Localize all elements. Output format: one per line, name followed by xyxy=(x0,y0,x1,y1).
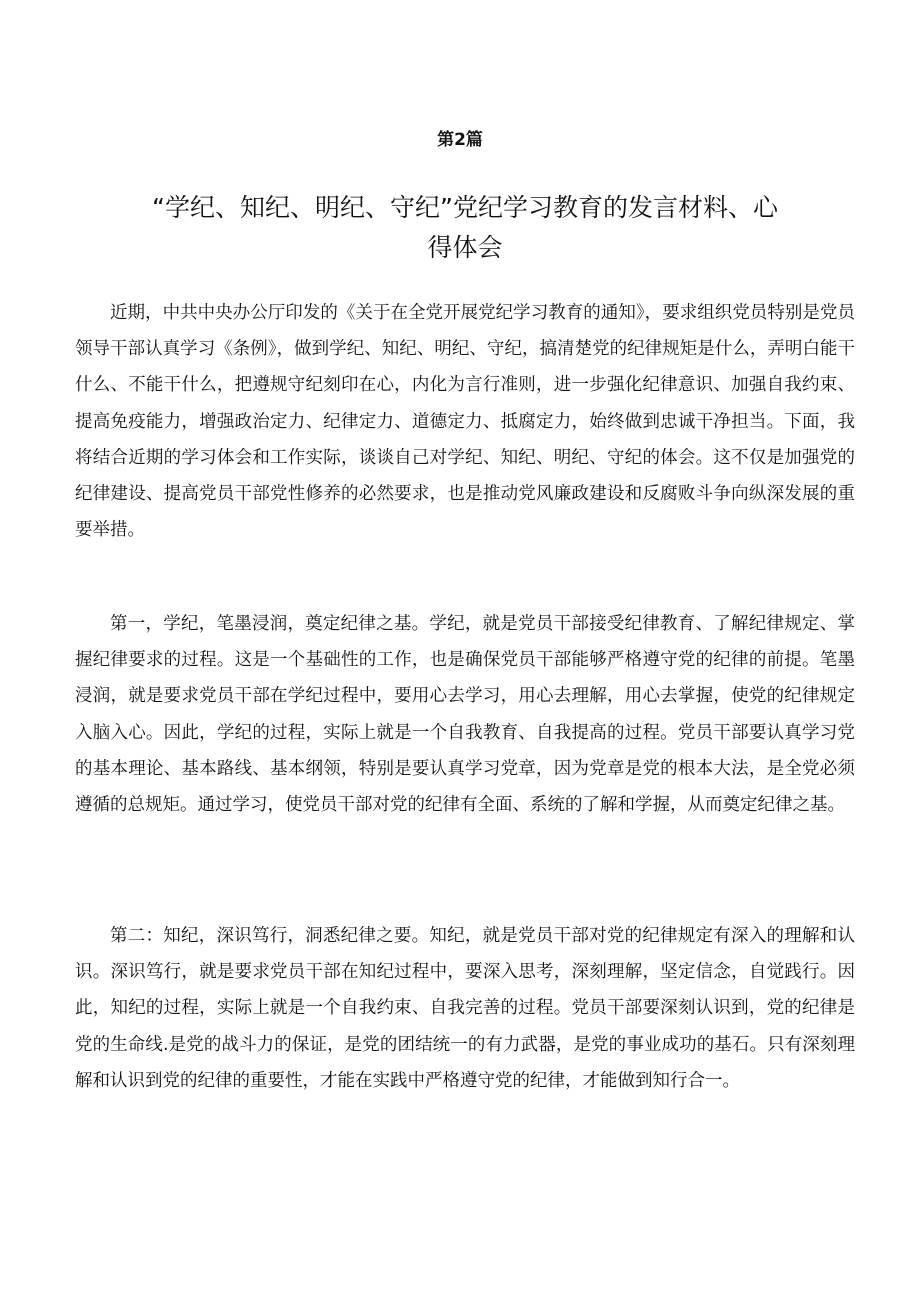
document-title xyxy=(135,188,795,268)
title-line-1: “学纪、知纪、明纪、守纪”党纪学习教育的发言材料、心 xyxy=(152,193,778,222)
paragraph-second: 第二：知纪，深识笃行，洞悉纪律之要。知纪，就是党员干部对党的纪律规定有深入的理解和认识。深识笃行，就是要求党员干部在知纪过程中，要深入思考，深刻理解，坚定信念，自觉践行。因此，知纪的过程，实际上就是一个自我约束、自我完善的过程。党员干部要深刻认识到，党的纪律是党的生命线.是党的战斗力的保证，是党的团结统一的有力武器，是党的事业成功的基石。只有深刻理解和认识到党的纪律的重要性，才能在实践中严格遵守党的纪律，才能做到知行合一。 xyxy=(75,926,855,1091)
title-line-2: 得体会 xyxy=(427,233,503,262)
paragraph-first: 第一，学纪，笔墨浸润，奠定纪律之基。学纪，就是党员干部接受纪律教育、了解纪律规定、掌握纪律要求的过程。这是一个基础性的工作，也是确保党员干部能够严格遵守党的纪律的前提。笔墨浸润，就是要求党员干部在学纪过程中，要用心去学习，用心去理解，用心去掌握，使党的纪律规定入脑入心。因此，学纪的过程，实际上就是一个自我教育、自我提高的过程。党员干部要认真学习党的基本理论、基本路线、基本纲领，特别是要认真学习党章，因为党章是党的根本大法，是全党必须遵循的总规矩。通过学习，使党员干部对党的纪律有全面、系统的了解和学握，从而奠定纪律之基。 xyxy=(75,614,855,816)
paragraph-intro: 近期，中共中央办公厅印发的《关于在全党开展党纪学习教育的通知》，要求组织党员特别是党员领导干部认真学习《条例》，做到学纪、知纪、明纪、守纪，搞清楚党的纪律规矩是什么，弄明白能干什么、不能干什么，把遵规守纪刻印在心，内化为言行准则，进一步强化纪律意识、加强自我约束、提高免疫能力，增强政治定力、纪律定力、道德定力、抵腐定力，始终做到忠诚干净担当。下面，我将结合近期的学习体会和工作实际，谈谈自己对学纪、知纪、明纪、守纪的体会。这不仅是加强党的纪律建设、提高党员干部党性修养的必然要求，也是推动党风廉政建设和反腐败斗争向纵深发展的重要举措。 xyxy=(75,303,855,541)
section-label: 第2篇 xyxy=(437,130,483,150)
